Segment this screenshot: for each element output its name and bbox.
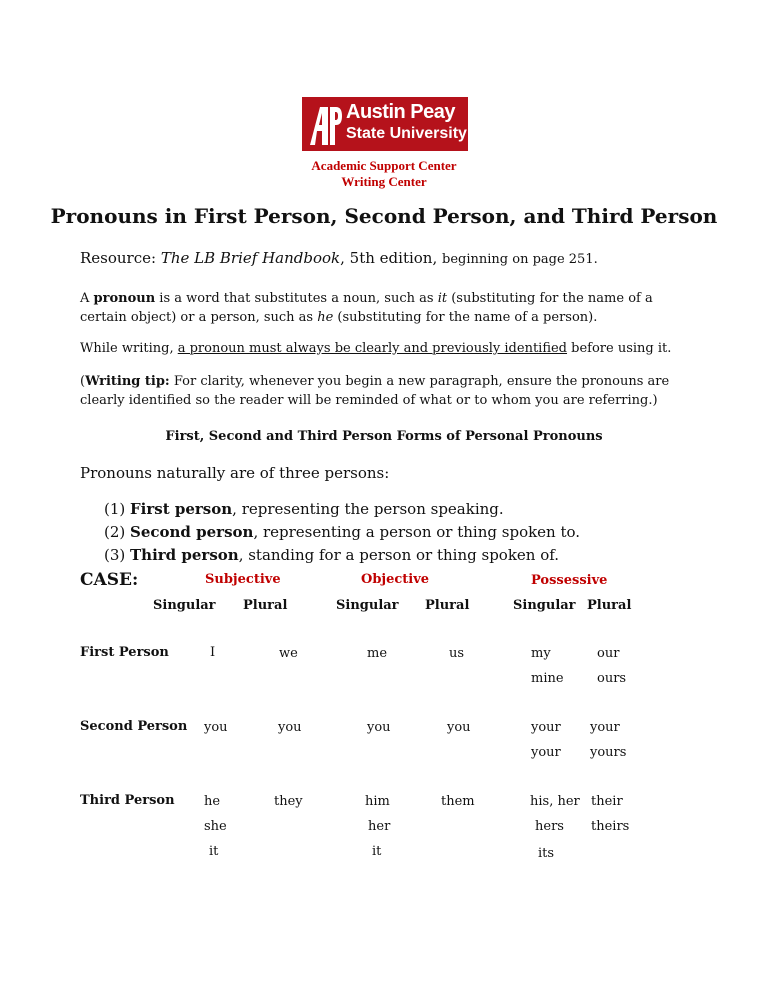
list-num: (3) xyxy=(104,546,131,564)
resource-book: The LB Brief Handbook xyxy=(160,249,341,267)
table-cell: you xyxy=(447,720,471,735)
table-cell: her xyxy=(368,819,391,834)
table-cell: theirs xyxy=(591,819,630,834)
list-text: , representing the person speaking. xyxy=(232,500,504,518)
table-cell: them xyxy=(441,794,475,809)
table-cell: they xyxy=(274,794,303,809)
resource-prefix: Resource: xyxy=(80,249,161,267)
tip-text: For clarity, whenever you begin a new paragraph, ensure the pronouns are clearly identified so the reader will be reminded of what or to whom you are referring.) xyxy=(80,374,670,408)
table-cell: we xyxy=(279,646,298,661)
writing-text: before using it. xyxy=(567,341,672,356)
list-text: , standing for a person or thing spoken of. xyxy=(238,546,560,564)
list-text: , representing a person or thing spoken to. xyxy=(253,523,581,541)
def-term: pronoun xyxy=(93,291,156,306)
tip-paren: ( xyxy=(80,374,86,389)
person-list xyxy=(104,498,580,567)
col-objective-singular: Singular xyxy=(336,598,399,613)
def-example: it xyxy=(437,291,448,306)
table-cell: your xyxy=(590,720,620,735)
case-label: CASE: xyxy=(80,570,139,590)
table-cell: you xyxy=(204,720,228,735)
header-line2: Writing Center xyxy=(341,174,427,189)
intro-text: Pronouns naturally are of three persons: xyxy=(80,464,390,482)
table-cell: hers xyxy=(535,819,564,834)
logo-text-line1: Austin Peay xyxy=(346,101,455,123)
table-cell: you xyxy=(367,720,391,735)
writing-tip xyxy=(80,372,700,410)
row-second-person: Second Person xyxy=(80,719,188,734)
def-text: (substituting for the name of a certain object) or a person, such as xyxy=(80,291,653,325)
table-cell: us xyxy=(449,646,465,661)
col-subjective-plural: Plural xyxy=(243,598,288,613)
pronoun-definition xyxy=(80,289,700,327)
writing-rule xyxy=(80,339,700,358)
col-possessive-plural: Plural xyxy=(587,598,632,613)
list-item xyxy=(104,544,580,567)
table-cell: your xyxy=(531,745,561,760)
row-third-person: Third Person xyxy=(80,793,175,808)
group-subjective: Subjective xyxy=(205,572,281,587)
table-cell: she xyxy=(204,819,227,834)
page-title: Pronouns in First Person, Second Person, and Third Person xyxy=(50,204,718,228)
table-cell: it xyxy=(209,844,219,859)
resource-line xyxy=(80,249,700,269)
list-term: Second person xyxy=(130,523,254,541)
logo-text-line2: State University xyxy=(346,125,467,142)
table-cell: you xyxy=(278,720,302,735)
resource-rest: beginning on page 251. xyxy=(442,252,598,267)
writing-text: While writing, xyxy=(80,341,178,356)
col-possessive-singular: Singular xyxy=(513,598,576,613)
table-cell: our xyxy=(597,646,620,661)
writing-underlined: a pronoun must always be clearly and previously identified xyxy=(177,341,568,356)
list-term: Third person xyxy=(130,546,239,564)
ap-monogram-icon xyxy=(308,101,342,147)
table-cell: ours xyxy=(597,671,627,686)
table-cell: my xyxy=(531,646,551,661)
list-item xyxy=(104,521,580,544)
list-num: (2) xyxy=(104,523,131,541)
def-text: A xyxy=(80,291,94,306)
university-logo xyxy=(302,97,468,151)
table-cell: him xyxy=(365,794,390,809)
table-cell: his, her xyxy=(530,794,580,809)
list-term: First person xyxy=(130,500,233,518)
col-subjective-singular: Singular xyxy=(153,598,216,613)
group-objective: Objective xyxy=(361,572,430,587)
col-objective-plural: Plural xyxy=(425,598,470,613)
section-subheading: First, Second and Third Person Forms of Personal Pronouns xyxy=(165,429,603,444)
resource-edition: , 5th edition, xyxy=(340,249,443,267)
table-cell: I xyxy=(210,645,216,660)
def-example: he xyxy=(317,310,334,325)
table-cell: mine xyxy=(531,671,564,686)
table-cell: its xyxy=(538,846,555,861)
table-cell: me xyxy=(367,646,388,661)
header-line1: Academic Support Center xyxy=(311,158,457,173)
group-possessive: Possessive xyxy=(531,573,608,588)
table-cell: their xyxy=(591,794,623,809)
def-text: (substituting for the name of a person). xyxy=(333,310,598,325)
list-item xyxy=(104,498,580,521)
table-cell: yours xyxy=(590,745,627,760)
table-cell: it xyxy=(372,844,382,859)
def-text: is a word that substitutes a noun, such as xyxy=(155,291,438,306)
table-cell: your xyxy=(531,720,561,735)
list-num: (1) xyxy=(104,500,131,518)
tip-label: Writing tip: xyxy=(85,374,170,389)
row-first-person: First Person xyxy=(80,645,169,660)
table-cell: he xyxy=(204,794,221,809)
